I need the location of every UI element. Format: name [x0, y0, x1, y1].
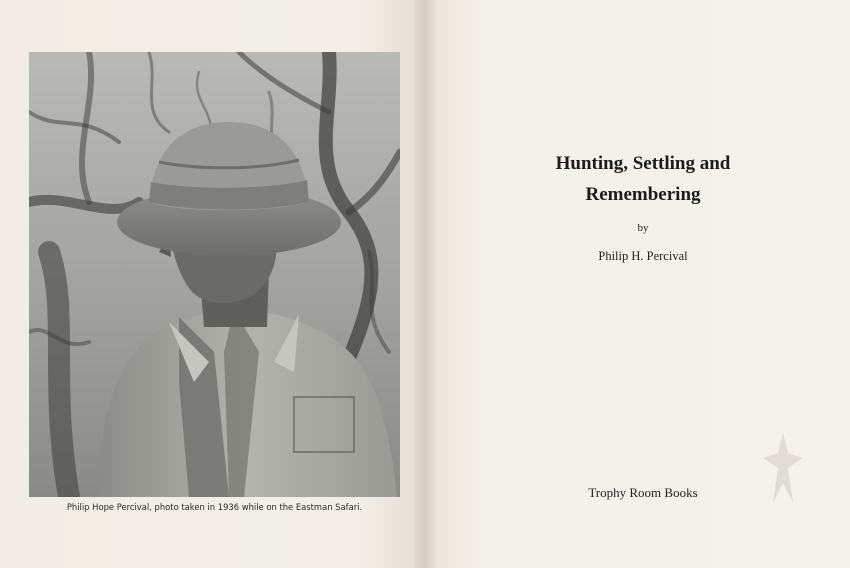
left-page — [0, 0, 418, 568]
portrait-illustration — [29, 52, 400, 497]
title-line-1: Hunting, Settling and — [555, 153, 731, 174]
photo-caption: Philip Hope Percival, photo taken in 1936 while on the Eastman Safari. — [66, 502, 363, 512]
portrait-photo — [29, 52, 400, 497]
bleed-through-emblem — [758, 428, 808, 508]
book-title — [436, 148, 850, 210]
book-gutter — [414, 0, 436, 568]
by-line: by — [637, 222, 649, 234]
author-name: Philip H. Percival — [598, 249, 688, 263]
publisher-name: Trophy Room Books — [588, 485, 698, 500]
title-line-2: Remembering — [585, 184, 701, 205]
